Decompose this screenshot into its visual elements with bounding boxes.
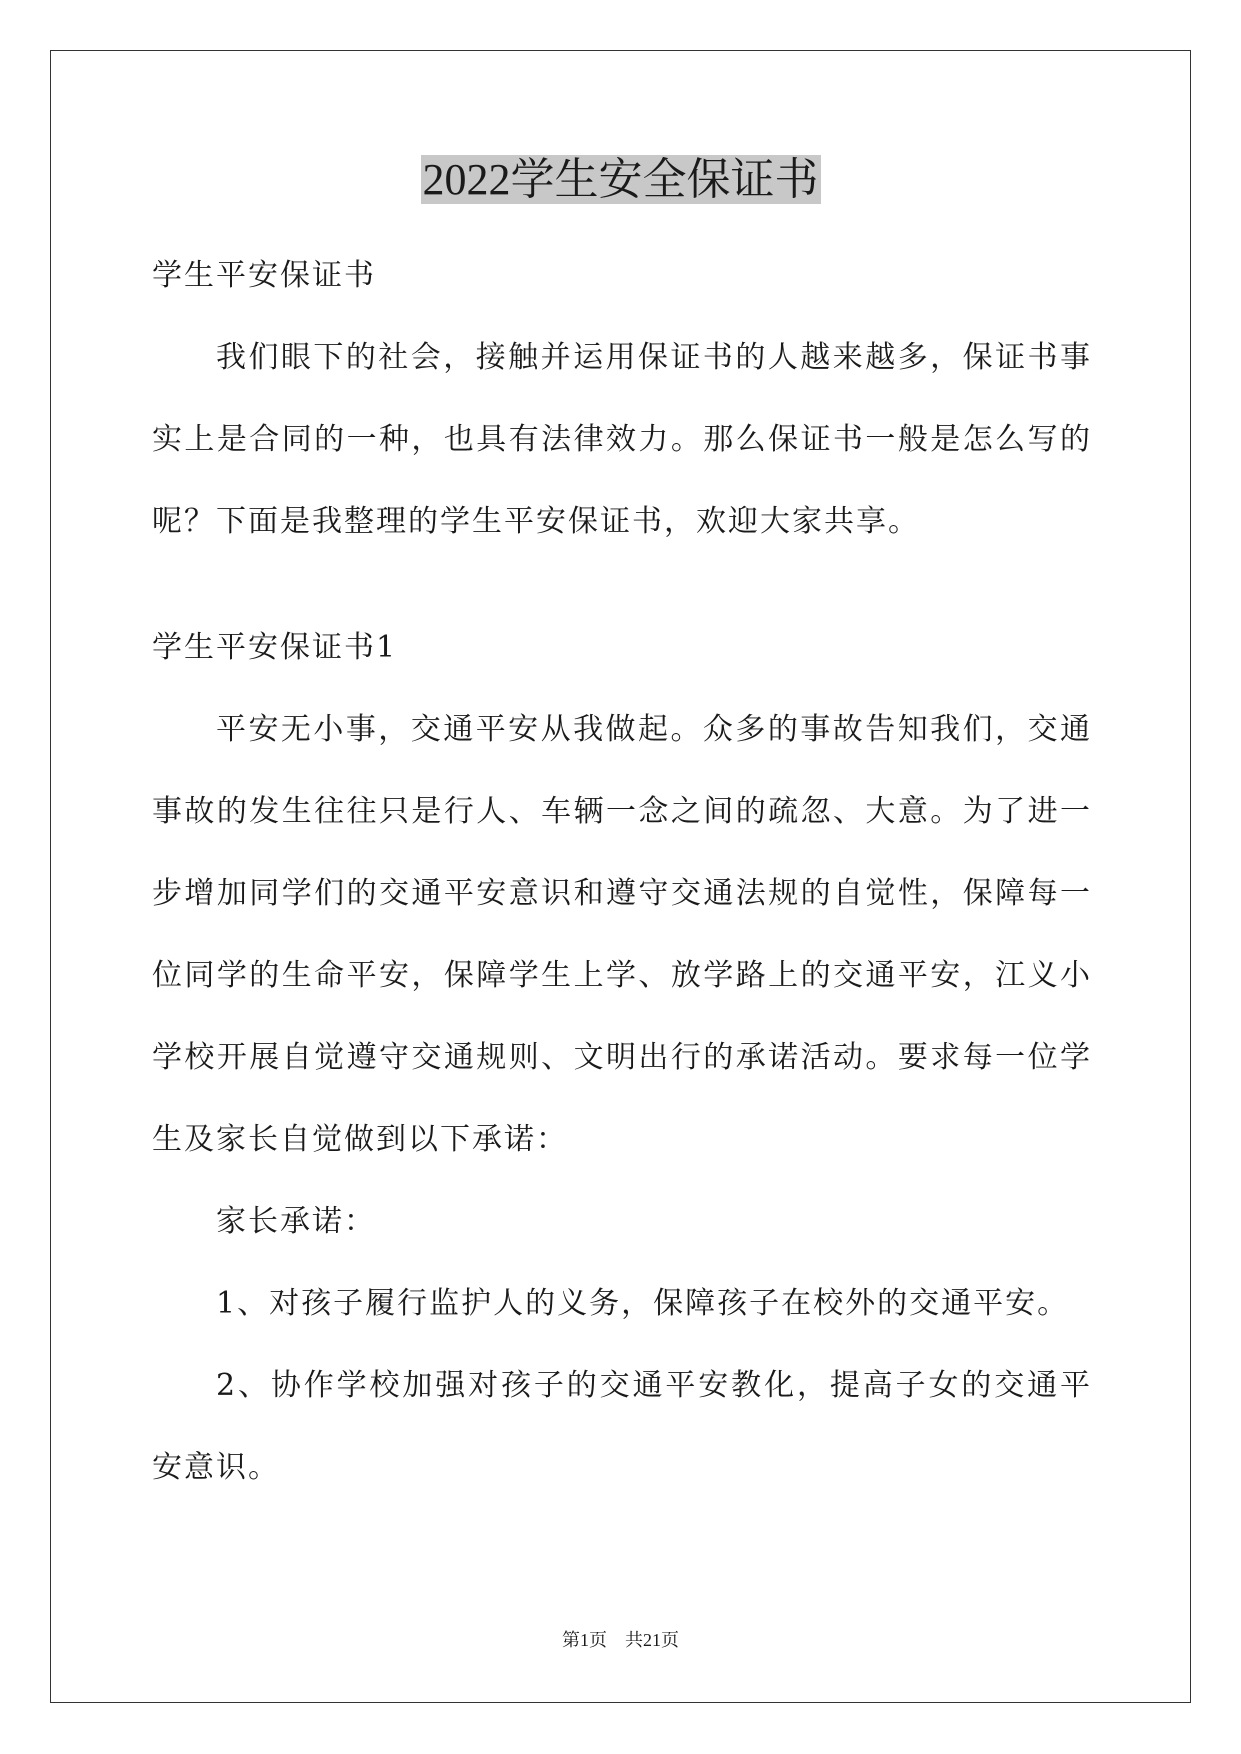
page-number: 第1页 bbox=[562, 1630, 607, 1650]
document-title: 2022学生安全保证书 bbox=[422, 155, 819, 204]
page-total: 共21页 bbox=[625, 1630, 679, 1650]
list-item: 2、协作学校加强对孩子的交通平安教化，提高子女的交通平安意识。 bbox=[152, 1368, 1092, 1485]
page-footer bbox=[0, 1628, 1241, 1652]
document-body bbox=[152, 235, 1092, 1509]
section-heading: 学生平安保证书 bbox=[152, 258, 376, 293]
body-paragraph: 平安无小事，交通平安从我做起。众多的事故告知我们，交通事故的发生往往只是行人、车辆一念之间的疏忽、大意。为了进一步增加同学们的交通平安意识和遵守交通法规的自觉性，保障每一位同学的生命平安，保障学生上学、放学路上的交通平安，江义小学校开展自觉遵守交通规则、文明出行的承诺活动。要求每一位学生及家长自觉做到以下承诺： bbox=[152, 712, 1092, 1157]
list-item: 1、对孩子履行监护人的义务，保障孩子在校外的交通平安。 bbox=[216, 1286, 1070, 1321]
spacer bbox=[152, 563, 1092, 607]
subheading-paragraph: 家长承诺： bbox=[216, 1204, 376, 1239]
section-heading: 学生平安保证书1 bbox=[152, 630, 398, 665]
intro-paragraph: 我们眼下的社会，接触并运用保证书的人越来越多，保证书事实上是合同的一种，也具有法律效力。那么保证书一般是怎么写的呢？下面是我整理的学生平安保证书，欢迎大家共享。 bbox=[152, 340, 1092, 539]
